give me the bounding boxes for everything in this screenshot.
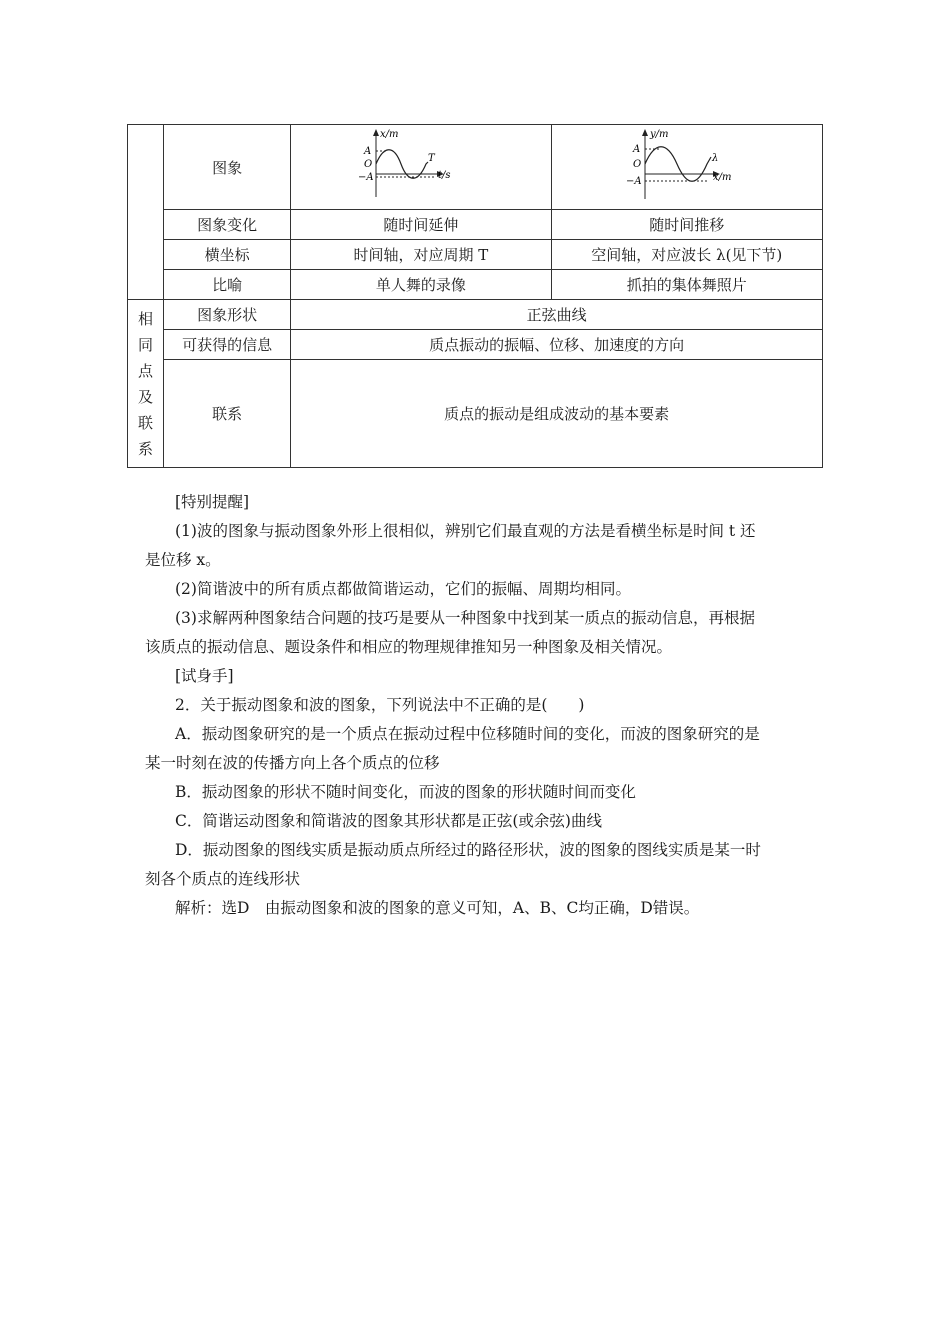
option-d-cont: 刻各个质点的连线形状 [145, 870, 301, 888]
row-label: 图象变化 [164, 210, 291, 240]
wave-graph [617, 127, 757, 207]
option-b: B．振动图象的形状不随时间变化，而波的图象的形状随时间而变化 [175, 783, 636, 801]
same-points-header [128, 300, 164, 468]
vib-x-label: t/s [437, 170, 451, 181]
header-char: 同 [138, 335, 154, 354]
merged-cell: 质点振动的振幅、位移、加速度的方向 [291, 330, 823, 360]
wave-y-label: y/m [649, 129, 669, 140]
tip-1: (1)波的图象与振动图象外形上很相似，辨别它们最直观的方法是看横坐标是时间 t 还 [175, 522, 756, 540]
tip-header: [特别提醒] [175, 493, 250, 511]
option-c: C．简谐运动图象和简谐波的图象其形状都是正弦(或余弦)曲线 [175, 812, 602, 830]
vibration-graph-cell [291, 125, 551, 210]
vib-y-label: x/m [379, 129, 399, 140]
row-label-image: 图象 [164, 125, 291, 210]
tip-3-cont: 该质点的振动信息、题设条件和相应的物理规律推知另一种图象及相关情况。 [145, 638, 673, 656]
header-char: 相 [138, 309, 154, 328]
merged-cell: 正弦曲线 [291, 300, 823, 330]
tip-1-cont: 是位移 x。 [145, 551, 221, 569]
comparison-table [127, 124, 823, 468]
try-header: [试身手] [175, 667, 234, 685]
header-char: 及 [138, 387, 154, 406]
wave-cell: 空间轴，对应波长 λ(见下节) [551, 240, 822, 270]
row-label: 横坐标 [164, 240, 291, 270]
wave-x-label: x/m [712, 172, 732, 183]
merged-cell: 质点的振动是组成波动的基本要素 [291, 360, 823, 468]
wave-cell: 抓拍的集体舞照片 [551, 270, 822, 300]
wave-lambda-label: λ [711, 153, 719, 164]
header-char: 联 [138, 413, 154, 432]
wave-cell: 随时间推移 [551, 210, 822, 240]
vib-nega-label: −A [357, 172, 374, 183]
question: 2．关于振动图象和波的图象，下列说法中不正确的是( ) [175, 696, 585, 714]
wave-graph-cell [551, 125, 822, 210]
header-char: 系 [138, 439, 154, 458]
answer: 解析：选D 由振动图象和波的图象的意义可知，A、B、C均正确，D错误。 [175, 899, 700, 917]
tip-3: (3)求解两种图象结合问题的技巧是要从一种图象中找到某一质点的振动信息，再根据 [175, 609, 755, 627]
header-char: 点 [138, 361, 154, 380]
vib-t-label: T [427, 153, 435, 164]
vib-o-label: O [363, 159, 373, 170]
option-a: A．振动图象研究的是一个质点在振动过程中位移随时间的变化，而波的图象研究的是 [175, 725, 760, 743]
vib-cell: 单人舞的录像 [291, 270, 551, 300]
blank-header-cell [128, 125, 164, 300]
vib-cell: 时间轴，对应周期 T [291, 240, 551, 270]
wave-a-label: A [632, 144, 641, 155]
wave-o-label: O [632, 159, 641, 170]
wave-nega-label: −A [625, 176, 642, 187]
vib-cell: 随时间延伸 [291, 210, 551, 240]
notes-section [145, 488, 810, 923]
vibration-graph [356, 127, 486, 207]
row-label: 可获得的信息 [164, 330, 291, 360]
vib-a-label: A [363, 146, 372, 157]
row-label: 比喻 [164, 270, 291, 300]
option-d: D．振动图象的图线实质是振动质点所经过的路径形状，波的图象的图线实质是某一时 [175, 841, 761, 859]
row-label: 联系 [164, 360, 291, 468]
tip-2: (2)简谐波中的所有质点都做简谐运动，它们的振幅、周期均相同。 [175, 580, 631, 598]
row-label: 图象形状 [164, 300, 291, 330]
option-a-cont: 某一时刻在波的传播方向上各个质点的位移 [145, 754, 440, 772]
